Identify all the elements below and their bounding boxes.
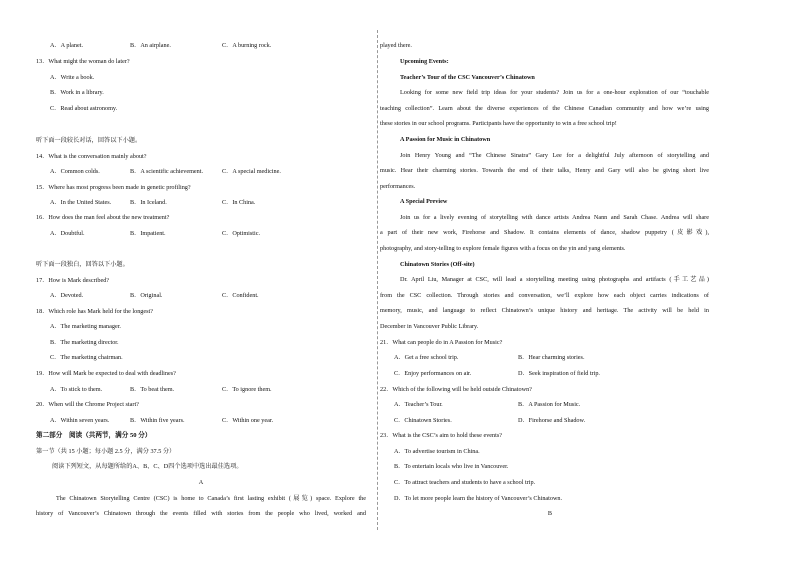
passion-line-3: performances. bbox=[380, 183, 416, 190]
q22-option-c: C．Chinatown Stories. bbox=[394, 417, 452, 424]
q19-option-b: B．To beat them. bbox=[130, 386, 175, 393]
q17-stem: 17．How is Mark described? bbox=[36, 277, 110, 284]
q18-option-b: B．The marketing director. bbox=[50, 339, 119, 346]
q14-option-c: C．A special medicine. bbox=[222, 168, 281, 175]
q13-option-c: C．Read about astronomy. bbox=[50, 105, 118, 112]
q23-option-a: A．To advertise tourism in China. bbox=[394, 448, 480, 455]
q19-option-c: C．To ignore them. bbox=[222, 386, 272, 393]
q12-option-b: B．An airplane. bbox=[130, 42, 171, 49]
chinatown-stories-title: Chinatown Stories (Off-site) bbox=[400, 261, 475, 268]
q13-option-a: A．Write a book. bbox=[50, 74, 95, 81]
q21-option-a: A．Get a free school trip. bbox=[394, 354, 459, 361]
stories-line-3: memory, music, and language to reflect Chinatown’s unique history and heritage. The activity will be held in bbox=[380, 307, 709, 314]
q20-option-c: C．Within one year. bbox=[222, 417, 274, 424]
section1-instruction: 阅读下列短文，从每题所给的A、B、C、D四个选项中选出最佳选项。 bbox=[52, 463, 243, 470]
q17-option-b: B．Original. bbox=[130, 292, 163, 299]
q16-option-a: A．Doubtful. bbox=[50, 230, 85, 237]
upcoming-events-heading: Upcoming Events: bbox=[400, 58, 449, 65]
passion-line-1: Join Henry Young and “The Chinese Sinatra” Gary Lee for a delightful July afternoon of storytelling and bbox=[400, 152, 709, 159]
q16-option-c: C．Optimistic. bbox=[222, 230, 260, 237]
stories-line-1: Dr. April Liu, Manager at CSC, will lead a storytelling meeting using photographs and artifacts (手工艺品) bbox=[400, 276, 709, 283]
q23-option-d: D．To let more people learn the history of Vancouver’s Chinatown. bbox=[394, 495, 563, 502]
stories-line-4: December in Vancouver Public Library. bbox=[380, 323, 479, 330]
q14-option-a: A．Common colds. bbox=[50, 168, 100, 175]
preview-line-1: Join us for a lively evening of storytelling with dance artists Andrea Nann and Sarah Chase. Andrea will share bbox=[400, 214, 709, 221]
special-preview-title: A Special Preview bbox=[400, 198, 448, 205]
q18-option-c: C．The marketing chairman. bbox=[50, 354, 123, 361]
q22-option-b: B．A Passion for Music. bbox=[518, 401, 581, 408]
stories-line-2: from the CSC collection. Through stories and conversation, we’ll explore how each object carries indications of bbox=[380, 292, 709, 299]
q14-stem: 14．What is the conversation mainly about? bbox=[36, 153, 147, 160]
part2-title: 第二部分 阅读（共两节，满分 50 分） bbox=[36, 432, 152, 439]
q15-option-b: B．In Iceland. bbox=[130, 199, 167, 206]
tour-line-1: Looking for some new field trip ideas for your students? Join us for a one-hour exploration of our “touchable bbox=[400, 89, 709, 96]
q16-option-b: B．Impatient. bbox=[130, 230, 166, 237]
q15-option-a: A．In the United States. bbox=[50, 199, 112, 206]
instruction-long-dialogue: 听下面一段较长对话，回答以下小题。 bbox=[36, 137, 142, 144]
q19-option-a: A．To stick to them. bbox=[50, 386, 103, 393]
q14-option-b: B．A scientific achievement. bbox=[130, 168, 204, 175]
q23-option-c: C．To attract teachers and students to have a school trip. bbox=[394, 479, 536, 486]
tour-line-3: these stories in our school programs. Participants have the opportunity to win a free school trip! bbox=[380, 120, 617, 127]
q23-option-b: B．To entertain locals who live in Vancouver. bbox=[394, 463, 509, 470]
passage-b-label: B bbox=[547, 510, 553, 517]
q21-option-b: B．Hear charming stories. bbox=[518, 354, 585, 361]
q19-stem: 19．How will Mark be expected to deal with deadlines? bbox=[36, 370, 176, 377]
q15-option-c: C．In China. bbox=[222, 199, 256, 206]
q17-option-c: C．Confident. bbox=[222, 292, 259, 299]
q12-option-c: C．A burning rock. bbox=[222, 42, 272, 49]
preview-line-3: photography, and story-telling to explore female figures with a focus on the yin and yang elements. bbox=[380, 245, 626, 252]
teachers-tour-title: Teacher’s Tour of the CSC Vancouver’s Chinatown bbox=[400, 74, 535, 81]
q17-option-a: A．Devoted. bbox=[50, 292, 84, 299]
q18-option-a: A．The marketing manager. bbox=[50, 323, 121, 330]
q13-stem: 13．What might the woman do later? bbox=[36, 58, 130, 65]
q22-stem: 22．Which of the following will be held outside Chinatown? bbox=[380, 386, 532, 393]
q21-option-c: C．Enjoy performances on air. bbox=[394, 370, 472, 377]
tour-line-2: teaching collection”. Learn about the diverse experiences of the Chinese Canadian community and how we’re using bbox=[380, 105, 709, 112]
q15-stem: 15．Where has most progress been made in genetic profiling? bbox=[36, 184, 191, 191]
instruction-monologue: 听下面一段独白，回答以下小题。 bbox=[36, 261, 129, 268]
column-divider bbox=[377, 30, 378, 530]
q22-option-d: D．Firehorse and Shadow. bbox=[518, 417, 586, 424]
q22-option-a: A．Teacher’s Tour. bbox=[394, 401, 443, 408]
q20-option-b: B．Within five years. bbox=[130, 417, 185, 424]
q21-option-d: D．Seek inspiration of field trip. bbox=[518, 370, 600, 377]
passage-a-label: A bbox=[198, 479, 204, 486]
q23-stem: 23．What is the CSC’s aim to hold these events? bbox=[380, 432, 503, 439]
q21-stem: 21．What can people do in A Passion for Music? bbox=[380, 339, 503, 346]
passage-a-line-1: The Chinatown Storytelling Centre (CSC) is home to Canada’s first lasting exhibit (展览) space. Explore the bbox=[56, 495, 366, 502]
passion-line-2: music. Hear their charming stories. Towards the end of their talks, Henry and Gary will also be giving short live bbox=[380, 167, 709, 174]
passage-a-continuation: played there. bbox=[380, 42, 412, 49]
q12-option-a: A．A planet. bbox=[50, 42, 83, 49]
q13-option-b: B．Work in a library. bbox=[50, 89, 104, 96]
preview-line-2: a part of their new work, Firehorse and Shadow. It contains elements of dance, shadow puppetry (皮影戏), bbox=[380, 229, 709, 236]
q20-stem: 20．When will the Chrome Project start? bbox=[36, 401, 139, 408]
passion-for-music-title: A Passion for Music in Chinatown bbox=[400, 136, 491, 143]
section1-title: 第一节（共 15 小题；每小题 2.5 分，满分 37.5 分） bbox=[36, 448, 176, 455]
passage-a-line-2: history of Vancouver’s Chinatown through the events filled with stories from the people who lived, worked and bbox=[36, 510, 366, 517]
q20-option-a: A．Within seven years. bbox=[50, 417, 110, 424]
q16-stem: 16．How does the man feel about the new treatment? bbox=[36, 214, 170, 221]
q18-stem: 18．Which role has Mark held for the longest? bbox=[36, 308, 154, 315]
